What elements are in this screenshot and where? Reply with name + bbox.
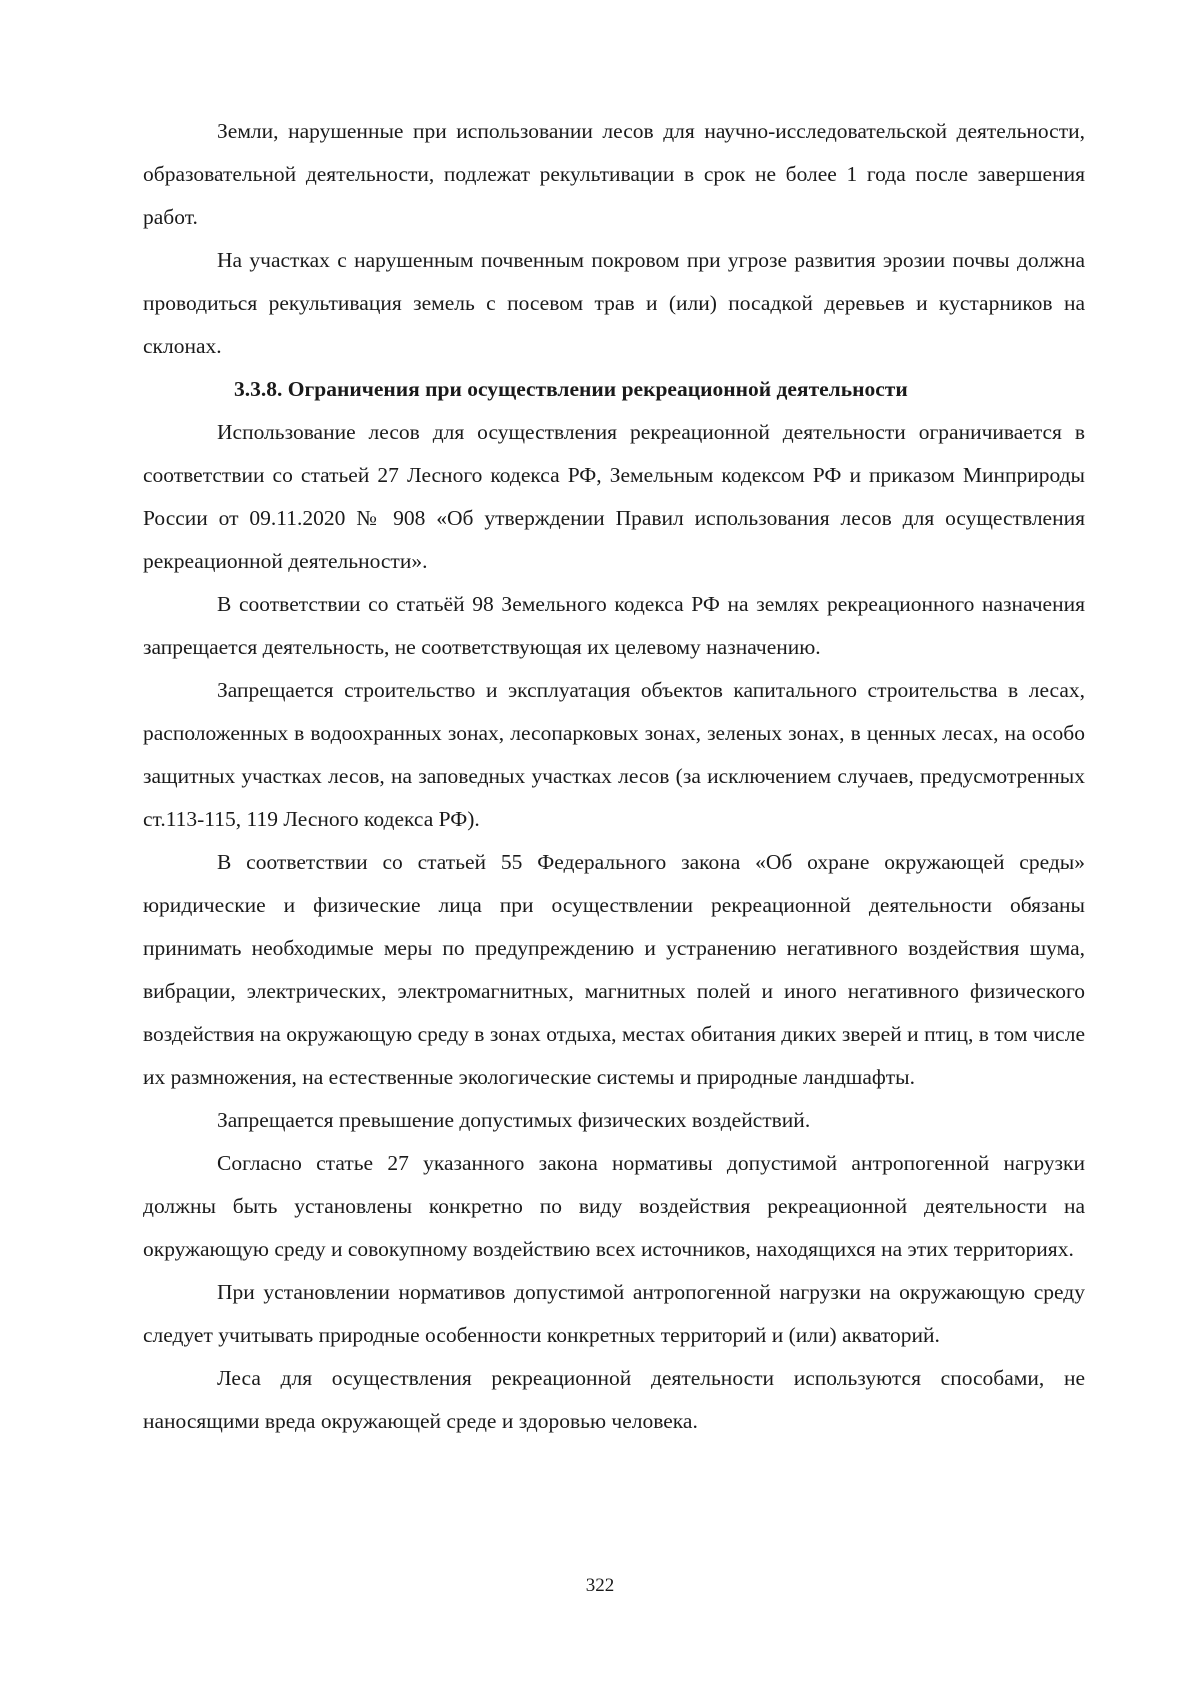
- paragraph-federal-law-article-55: В соответствии со статьей 55 Федерального закона «Об охране окружающей среды» юридические и физические лица при осуществлении рекреационной деятельности обязаны принимать необходимые меры по предупреждению и устранению негативного воздействия шума, вибрации, электрических, электромагнитных, магнитных полей и иного негативного физического воздействия на окружающую среду в зонах отдыха, местах обитания диких зверей и птиц, в том числе их размножения, на естественные экологические системы и природные ландшафты.: [143, 850, 1085, 1089]
- paragraph-construction-ban: Запрещается строительство и эксплуатация объектов капитального строительства в лесах, расположенных в водоохранных зонах, лесопарковых зонах, зеленых зонах, в ценных лесах, на особо защитных участках лесов, на заповедных участках лесов (за исключением случаев, предусмотренных ст.113-115, 119 Лесного кодекса РФ).: [143, 678, 1085, 831]
- page-number: 322: [585, 1575, 615, 1596]
- paragraph-natural-features: При установлении нормативов допустимой антропогенной нагрузки на окружающую среду следует учитывать природные особенности конкретных территорий и (или) акваторий.: [143, 1280, 1085, 1347]
- paragraph-physical-impact-limit: Запрещается превышение допустимых физических воздействий.: [217, 1108, 811, 1132]
- paragraph-forest-use-methods: Леса для осуществления рекреационной деятельности используются способами, не наносящими вреда окружающей среде и здоровью человека.: [143, 1366, 1085, 1433]
- paragraph-erosion-reclamation: На участках с нарушенным почвенным покровом при угрозе развития эрозии почвы должна проводиться рекультивация земель с посевом трав и (или) посадкой деревьев и кустарников на склонах.: [143, 248, 1085, 358]
- paragraph-recreation-restrictions: Использование лесов для осуществления рекреационной деятельности ограничивается в соответствии со статьей 27 Лесного кодекса РФ, Земельным кодексом РФ и приказом Минприроды России от 09.11.2020 № 908 «Об утверждении Правил использования лесов для осуществления рекреационной деятельности».: [143, 420, 1085, 573]
- paragraph-anthropogenic-load-norms: Согласно статье 27 указанного закона нормативы допустимой антропогенной нагрузки должны быть установлены конкретно по виду воздействия рекреационной деятельности на окружающую среду и совокупному воздействию всех источников, находящихся на этих территориях.: [143, 1151, 1085, 1261]
- paragraph-land-reclamation-deadline: Земли, нарушенные при использовании лесов для научно-исследовательской деятельности, образовательной деятельности, подлежат рекультивации в срок не более 1 года после завершения работ.: [143, 119, 1085, 229]
- paragraph-land-code-article-98: В соответствии со статьёй 98 Земельного кодекса РФ на землях рекреационного назначения запрещается деятельность, не соответствующая их целевому назначению.: [143, 592, 1085, 659]
- section-heading: 3.3.8. Ограничения при осуществлении рекреационной деятельности: [234, 377, 908, 401]
- page-body: [143, 110, 1085, 1443]
